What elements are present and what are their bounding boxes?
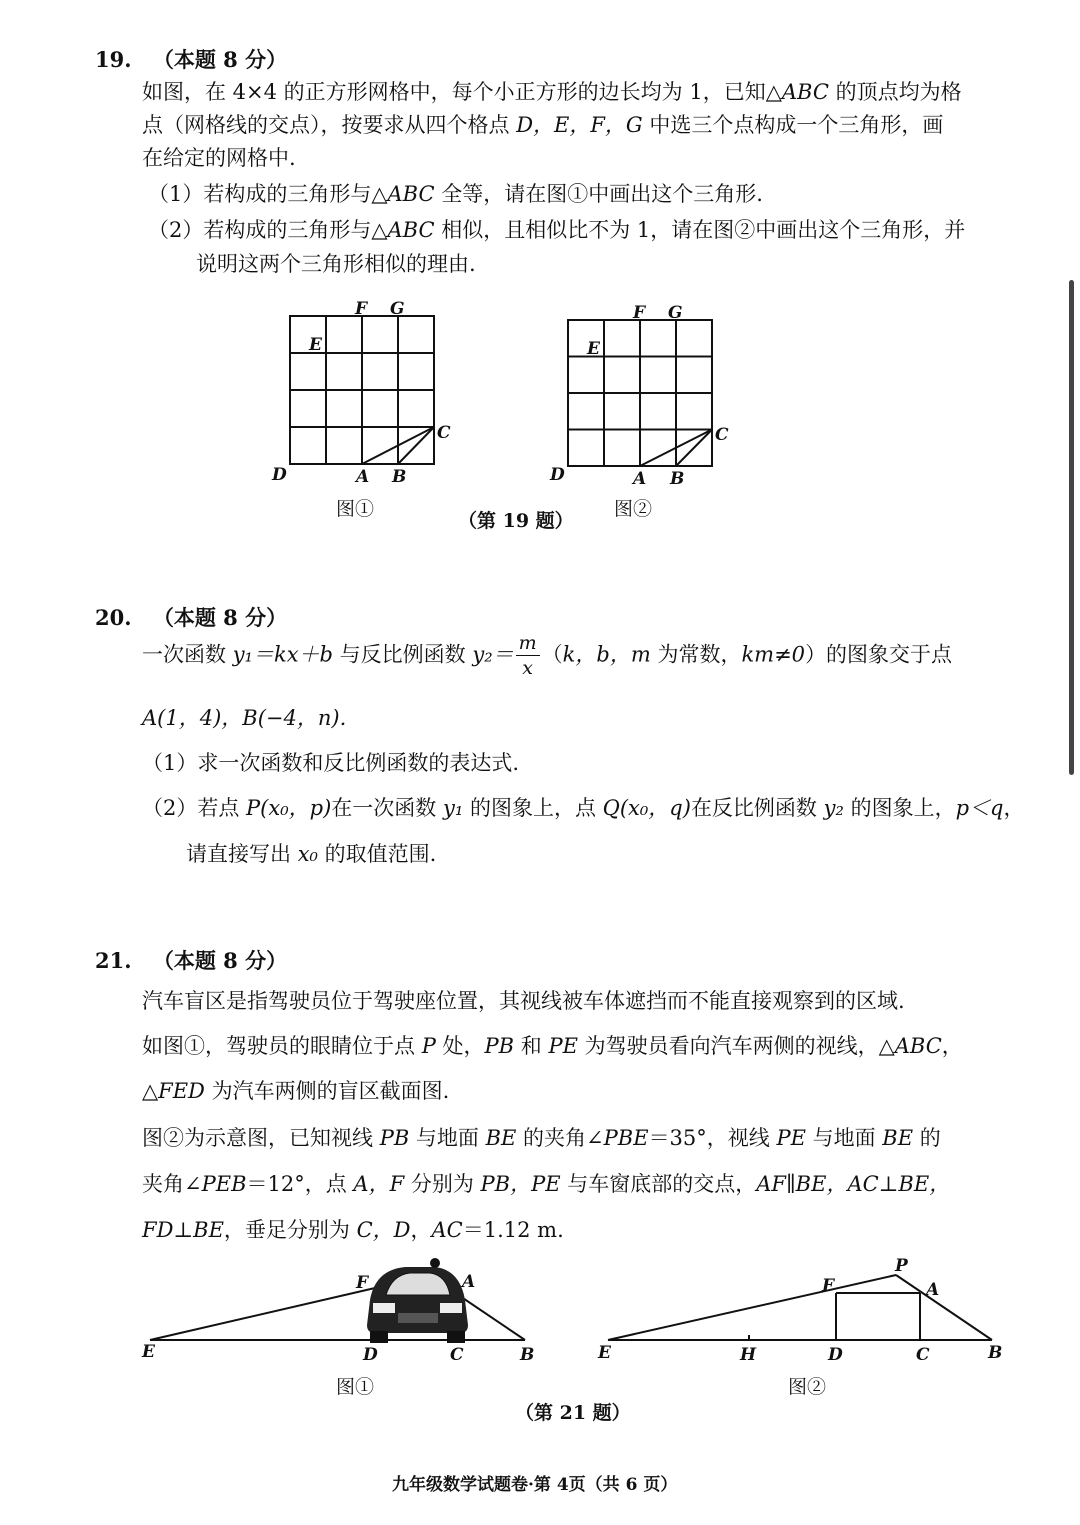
q21-line1: 汽车盲区是指驾驶员位于驾驶座位置，其视线被车体遮挡而不能直接观察到的区域. <box>142 989 905 1013</box>
sightline-PE <box>150 1288 375 1340</box>
q19-f1-label-A: A <box>356 467 370 487</box>
q19-f2-label-A: A <box>633 469 647 489</box>
q19-f1-label-E: E <box>309 335 322 355</box>
q21-number: 21. （本题 8 分） <box>95 948 288 973</box>
q21-f2-label-P: P <box>895 1256 908 1276</box>
q21-f1-label-C: C <box>450 1345 464 1365</box>
q19-fig2-caption: 图② <box>614 498 653 520</box>
q19-f1-label-G: G <box>390 299 405 319</box>
q21-f1-label-B: B <box>520 1345 535 1365</box>
q21-f2-label-D: D <box>828 1345 843 1365</box>
q21-f1-label-A: A <box>462 1272 476 1292</box>
q21-f2-label-B: B <box>988 1343 1003 1363</box>
q21-f2-label-C: C <box>916 1345 930 1365</box>
q21-line6: FD⊥BE，垂足分别为 C，D，AC＝1.12 m. <box>142 1218 564 1242</box>
q21-line2: 如图①，驾驶员的眼睛位于点 P 处，PB 和 PE 为驾驶员看向汽车两侧的视线，△ABC， <box>142 1034 963 1058</box>
q21-f1-label-D: D <box>363 1345 378 1365</box>
q19-score: （本题 8 分） <box>152 47 288 72</box>
q20-line1: 一次函数 y₁＝kx＋b 与反比例函数 y₂＝ $\frac{m}{x}$ （k，b，m 为常数，km≠0）的图象交于点 <box>142 632 953 679</box>
q21-figure-2-diagram <box>590 1255 1010 1370</box>
q20-part1: （1）求一次函数和反比例函数的表达式. <box>142 751 520 775</box>
q21-score: （本题 8 分） <box>152 948 288 973</box>
q21-f2-label-F: F <box>822 1276 835 1296</box>
scrollbar[interactable] <box>1069 280 1074 775</box>
q20-score: （本题 8 分） <box>152 605 288 630</box>
car-icon <box>367 1258 468 1343</box>
q21-fig1-caption: 图① <box>336 1376 375 1398</box>
q19-caption: （第 19 题） <box>458 510 574 532</box>
q19-num-text: 19. <box>95 47 132 72</box>
q19-f1-label-F: F <box>355 299 368 319</box>
q21-f1-label-F: F <box>356 1273 369 1293</box>
q19-figure-1 <box>260 290 470 490</box>
q19-f2-label-F: F <box>633 303 646 323</box>
q21-line4: 图②为示意图，已知视线 PB 与地面 BE 的夹角∠PBE＝35°，视线 PE 与地面 BE 的 <box>142 1126 941 1150</box>
q19-f2-label-B: B <box>670 469 685 489</box>
q21-figure-1-car <box>130 1255 550 1370</box>
q20-fraction: $\frac{m}{x}$ <box>516 634 540 678</box>
q19-f2-label-E: E <box>587 339 600 359</box>
q20-number: 20. （本题 8 分） <box>95 605 288 630</box>
q19-f2-label-G: G <box>668 303 683 323</box>
q21-f2-label-H: H <box>740 1345 757 1365</box>
q19-f1-label-C: C <box>437 423 451 443</box>
q19-line2: 点（网格线的交点），按要求从四个格点 D，E，F，G 中选三个点构成一个三角形，画 <box>142 113 944 137</box>
q20-line2: A(1，4)，B(−4，n). <box>142 706 347 730</box>
q19-fig1-caption: 图① <box>336 498 375 520</box>
q19-part2: （2）若构成的三角形与△ABC 相似，且相似比不为 1，请在图②中画出这个三角形，并 <box>148 218 966 242</box>
q19-part2-line2: 说明这两个三角形相似的理由. <box>196 252 476 276</box>
q20-part2: （2）若点 P(x₀，p)在一次函数 y₁ 的图象上，点 Q(x₀，q)在反比例函数 y₂ 的图象上，p＜q， <box>142 796 1025 820</box>
q19-f2-label-C: C <box>715 425 729 445</box>
page-footer: 九年级数学试题卷·第 4页（共 6 页） <box>392 1475 678 1495</box>
q19-number <box>95 44 287 74</box>
q21-caption: （第 21 题） <box>515 1402 631 1424</box>
q19-f1-label-D: D <box>272 465 287 485</box>
q19-figure-2 <box>538 294 748 494</box>
q20-part2-line2: 请直接写出 x₀ 的取值范围. <box>186 842 437 866</box>
q21-line5: 夹角∠PEB＝12°，点 A，F 分别为 PB，PE 与车窗底部的交点，AF∥BE，AC⊥BE， <box>142 1172 951 1196</box>
q21-f2-label-E: E <box>598 1343 611 1363</box>
q21-f2-label-A: A <box>926 1280 940 1300</box>
q21-fig2-caption: 图② <box>788 1376 827 1398</box>
q19-line3: 在给定的网格中. <box>142 146 296 170</box>
q19-f1-label-B: B <box>392 467 407 487</box>
q19-line1: 如图，在 4×4 的正方形网格中，每个小正方形的边长均为 1，已知△ABC 的顶点均为格 <box>142 80 962 104</box>
q21-f1-label-E: E <box>142 1342 155 1362</box>
q19-f2-label-D: D <box>550 465 565 485</box>
q19-part1: （1）若构成的三角形与△ABC 全等，请在图①中画出这个三角形. <box>148 182 763 206</box>
q21-line3: △FED 为汽车两侧的盲区截面图. <box>142 1079 450 1103</box>
